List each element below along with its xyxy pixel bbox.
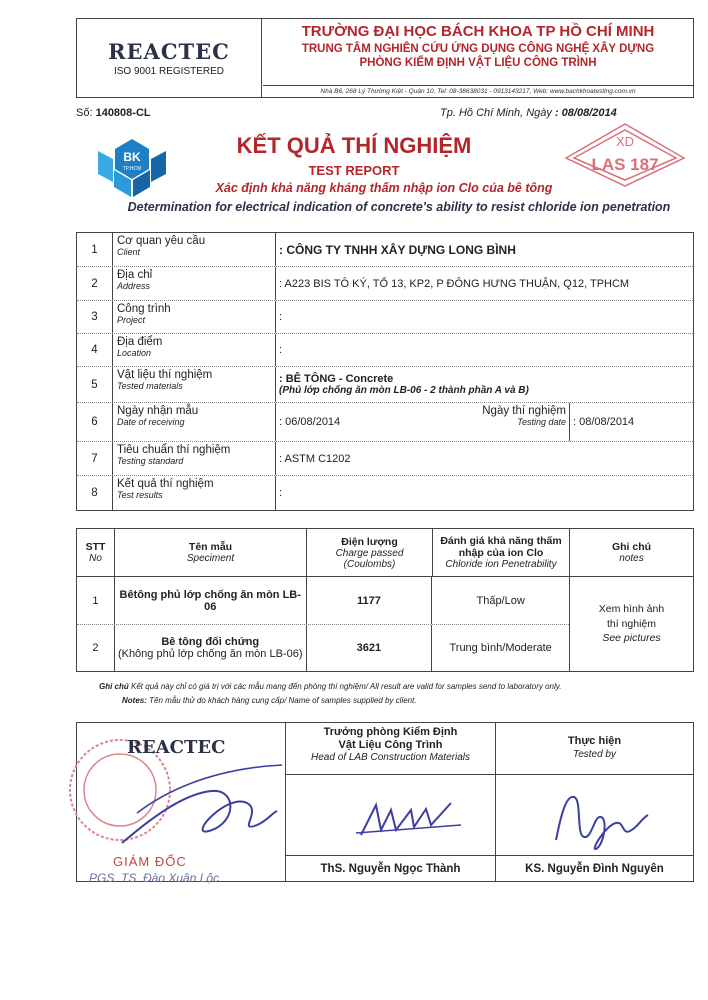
info-row-project bbox=[77, 301, 693, 334]
head-name: ThS. Nguyễn Ngọc Thành bbox=[286, 855, 495, 881]
materials-value bbox=[276, 367, 693, 402]
label-vi: Địa điểm bbox=[117, 336, 163, 348]
project-value: : bbox=[279, 311, 283, 323]
header-charge bbox=[307, 529, 433, 576]
info-row-location bbox=[77, 334, 693, 367]
report-title-en: TEST REPORT bbox=[308, 163, 400, 178]
document-number bbox=[76, 107, 151, 119]
document-number-label: Số: bbox=[76, 107, 93, 119]
info-table bbox=[76, 232, 694, 511]
head-title-vi: Trưởng phòng Kiểm Định bbox=[323, 726, 458, 738]
eval-value: Trung bình/Moderate bbox=[449, 642, 552, 654]
header-notes-en: notes bbox=[619, 553, 644, 564]
row-number: 8 bbox=[77, 476, 113, 510]
brand-name: REACTEC bbox=[108, 39, 230, 64]
header-stt-en: No bbox=[89, 553, 102, 564]
bk-logo-sub: TP.HCM bbox=[122, 166, 142, 172]
head-block bbox=[286, 723, 496, 881]
label-vi: Ngày thí nghiệm bbox=[482, 405, 566, 417]
results-header bbox=[77, 529, 693, 577]
info-row-client bbox=[77, 233, 693, 267]
las-stamp bbox=[560, 118, 690, 188]
results-table bbox=[76, 528, 694, 672]
bk-logo-text: BK bbox=[123, 150, 141, 164]
footnote-label: Ghi chú bbox=[99, 682, 129, 691]
label-en: Location bbox=[117, 348, 152, 358]
label-en: Project bbox=[117, 315, 146, 325]
sample-name-detail: (Không phủ lớp chống ăn mòn LB-06) bbox=[117, 648, 303, 660]
footnote-text: Tên mẫu thử do khách hàng cung cấp/ Name of samples supplied by client. bbox=[149, 696, 417, 705]
row-number: 5 bbox=[77, 367, 113, 402]
label-vi: Cơ quan yêu cầu bbox=[117, 235, 206, 247]
tester-title-en: Tested by bbox=[573, 749, 616, 760]
table-row bbox=[77, 577, 569, 625]
footnote-2 bbox=[122, 696, 417, 705]
header-charge-en: Charge passed bbox=[335, 547, 404, 559]
row-number: 7 bbox=[77, 442, 113, 475]
results-value: : bbox=[279, 487, 283, 499]
header-charge-vi: Điện lượng bbox=[341, 535, 398, 548]
label-en: Test results bbox=[117, 490, 163, 500]
label-en: Tested materials bbox=[117, 381, 183, 391]
institution-block bbox=[263, 19, 693, 97]
document-number-value: 140808-CL bbox=[95, 107, 151, 119]
info-row-materials bbox=[77, 367, 693, 403]
row-number: 2 bbox=[77, 267, 113, 300]
testing-date-label bbox=[476, 403, 570, 441]
results-body bbox=[77, 577, 693, 671]
tester-name: KS. Nguyễn Đình Nguyên bbox=[496, 855, 693, 881]
brand-name: REACTEC bbox=[127, 737, 226, 758]
letterhead bbox=[76, 18, 694, 98]
row-label bbox=[113, 233, 276, 266]
notes-vi: Xem hình ảnh thí nghiệm bbox=[598, 602, 665, 630]
materials-main: : BÊ TÔNG - Concrete bbox=[279, 373, 394, 385]
row-label bbox=[113, 334, 276, 366]
head-title-en: Head of LAB Construction Materials bbox=[311, 752, 470, 763]
university-name: TRƯỜNG ĐẠI HỌC BÁCH KHOA TP HỒ CHÍ MINH bbox=[301, 23, 655, 40]
header-eval-vi: Đánh giá khả năng thấm nhập của ion Clo bbox=[440, 535, 562, 559]
header-eval bbox=[433, 529, 570, 576]
label-vi: Tiêu chuẩn thí nghiệm bbox=[117, 444, 231, 456]
row-label bbox=[113, 367, 276, 402]
label-vi: Địa chỉ bbox=[117, 269, 153, 281]
location-value: : bbox=[279, 344, 283, 356]
signature-table bbox=[76, 722, 694, 885]
address-value: : A223 BIS TÔ KÝ, TỔ 13, KP2, P ĐÔNG HƯNG THUẬN, Q12, TPHCM bbox=[279, 277, 630, 290]
label-vi: Ngày nhận mẫu bbox=[117, 405, 199, 417]
label-vi: Công trình bbox=[117, 303, 171, 315]
standard-value: : ASTM C1202 bbox=[279, 452, 351, 465]
header-notes-vi: Ghi chú bbox=[611, 541, 652, 553]
header-eval-en: Chloride ion Penetrability bbox=[445, 559, 557, 570]
row-label bbox=[113, 403, 276, 441]
header-charge-unit: (Coulombs) bbox=[343, 558, 396, 570]
tester-title bbox=[496, 723, 693, 775]
head-title-vi2: Vật Liệu Công Trình bbox=[338, 739, 443, 751]
iso-label: ISO 9001 REGISTERED bbox=[113, 66, 225, 77]
row-label bbox=[113, 476, 276, 510]
brand-block bbox=[77, 19, 262, 97]
info-row-results bbox=[77, 476, 693, 510]
row-number: 6 bbox=[77, 403, 113, 441]
results-rows bbox=[77, 577, 570, 671]
row-no: 2 bbox=[77, 625, 115, 671]
row-label bbox=[113, 301, 276, 333]
charge-value: 3621 bbox=[307, 625, 433, 671]
label-en: Date of receiving bbox=[117, 417, 185, 427]
label-en: Address bbox=[117, 281, 151, 291]
director-block bbox=[77, 723, 286, 885]
eval-value: Thấp/Low bbox=[476, 594, 525, 607]
materials-detail: (Phủ lớp chống ăn mòn LB-06 - 2 thành phần A và B) bbox=[279, 385, 529, 396]
label-en: Client bbox=[117, 247, 141, 257]
charge-value: 1177 bbox=[307, 577, 433, 624]
notes-cell bbox=[570, 577, 693, 671]
director-title: GIÁM ĐỐC bbox=[113, 854, 187, 869]
sample-name: Bêtông phủ lớp chống ăn mòn LB-06 bbox=[115, 577, 307, 624]
label-en: Testing standard bbox=[117, 456, 184, 466]
row-number: 3 bbox=[77, 301, 113, 333]
footnote-1 bbox=[99, 682, 561, 691]
testing-date-value: : 08/08/2014 bbox=[573, 416, 635, 428]
row-no: 1 bbox=[77, 577, 115, 624]
footnote-label: Notes: bbox=[122, 696, 147, 705]
info-row-standard bbox=[77, 442, 693, 476]
director-name: PGS. TS. Đào Xuân Lộc bbox=[89, 871, 220, 885]
notes-en: See pictures bbox=[602, 632, 661, 645]
footnote-text: Kết quả này chỉ có giá trị với các mẫu mang đến phòng thí nghiệm/ All result are valid for samples send to laboratory only. bbox=[131, 682, 562, 691]
head-title bbox=[286, 723, 495, 775]
table-row bbox=[77, 625, 569, 671]
header-stt bbox=[77, 529, 115, 576]
header-stt-vi: STT bbox=[85, 541, 106, 553]
label-vi: Vật liệu thí nghiệm bbox=[117, 369, 213, 381]
label-vi: Kết quả thí nghiệm bbox=[117, 478, 214, 490]
client-value: : CÔNG TY TNHH XÂY DỰNG LONG BÌNH bbox=[279, 242, 516, 257]
stamp-top-text: XD bbox=[615, 134, 635, 149]
director-signature bbox=[117, 753, 287, 863]
label-en: Testing date bbox=[517, 417, 566, 427]
department-name: PHÒNG KIỂM ĐỊNH VẬT LIỆU CÔNG TRÌNH bbox=[359, 57, 597, 69]
sample-name-cell bbox=[115, 625, 307, 671]
date-prefix: Tp. Hồ Chí Minh, Ngày bbox=[440, 107, 552, 119]
report-subtitle-en: Determination for electrical indication of concrete's ability to resist chloride ion penetration bbox=[127, 200, 671, 214]
info-row-dates bbox=[77, 403, 693, 442]
header-name-vi: Tên mẫu bbox=[188, 541, 233, 553]
tester-block bbox=[496, 723, 693, 881]
receiving-date-value: : 06/08/2014 bbox=[279, 416, 341, 428]
row-label bbox=[113, 442, 276, 475]
header-name-en: Speciment bbox=[186, 553, 235, 564]
date-value: : 08/08/2014 bbox=[554, 107, 617, 119]
header-notes bbox=[570, 529, 693, 576]
address-line: Nhà B6, 268 Lý Thường Kiệt - Quận 10, Tel: 08-38638031 - 0913143217, Web: www.bachkhoatesting.com.vn bbox=[263, 85, 693, 97]
row-number: 1 bbox=[77, 233, 113, 266]
report-subtitle: Xác định khả năng kháng thấm nhập ion Clo của bê tông bbox=[215, 181, 553, 195]
tester-signature bbox=[546, 785, 656, 855]
info-row-address bbox=[77, 267, 693, 301]
center-name: TRUNG TÂM NGHIÊN CỨU ỨNG DỤNG CÔNG NGHỆ XÂY DỰNG bbox=[301, 43, 655, 55]
row-number: 4 bbox=[77, 334, 113, 366]
header-name bbox=[115, 529, 307, 576]
report-title: KẾT QUẢ THÍ NGHIỆM bbox=[236, 133, 472, 158]
sample-name: Bê tông đối chứng bbox=[161, 636, 260, 648]
row-label bbox=[113, 267, 276, 300]
tester-title-vi: Thực hiện bbox=[567, 735, 622, 747]
head-signature bbox=[356, 795, 466, 845]
stamp-code-text: LAS 187 bbox=[591, 155, 659, 174]
